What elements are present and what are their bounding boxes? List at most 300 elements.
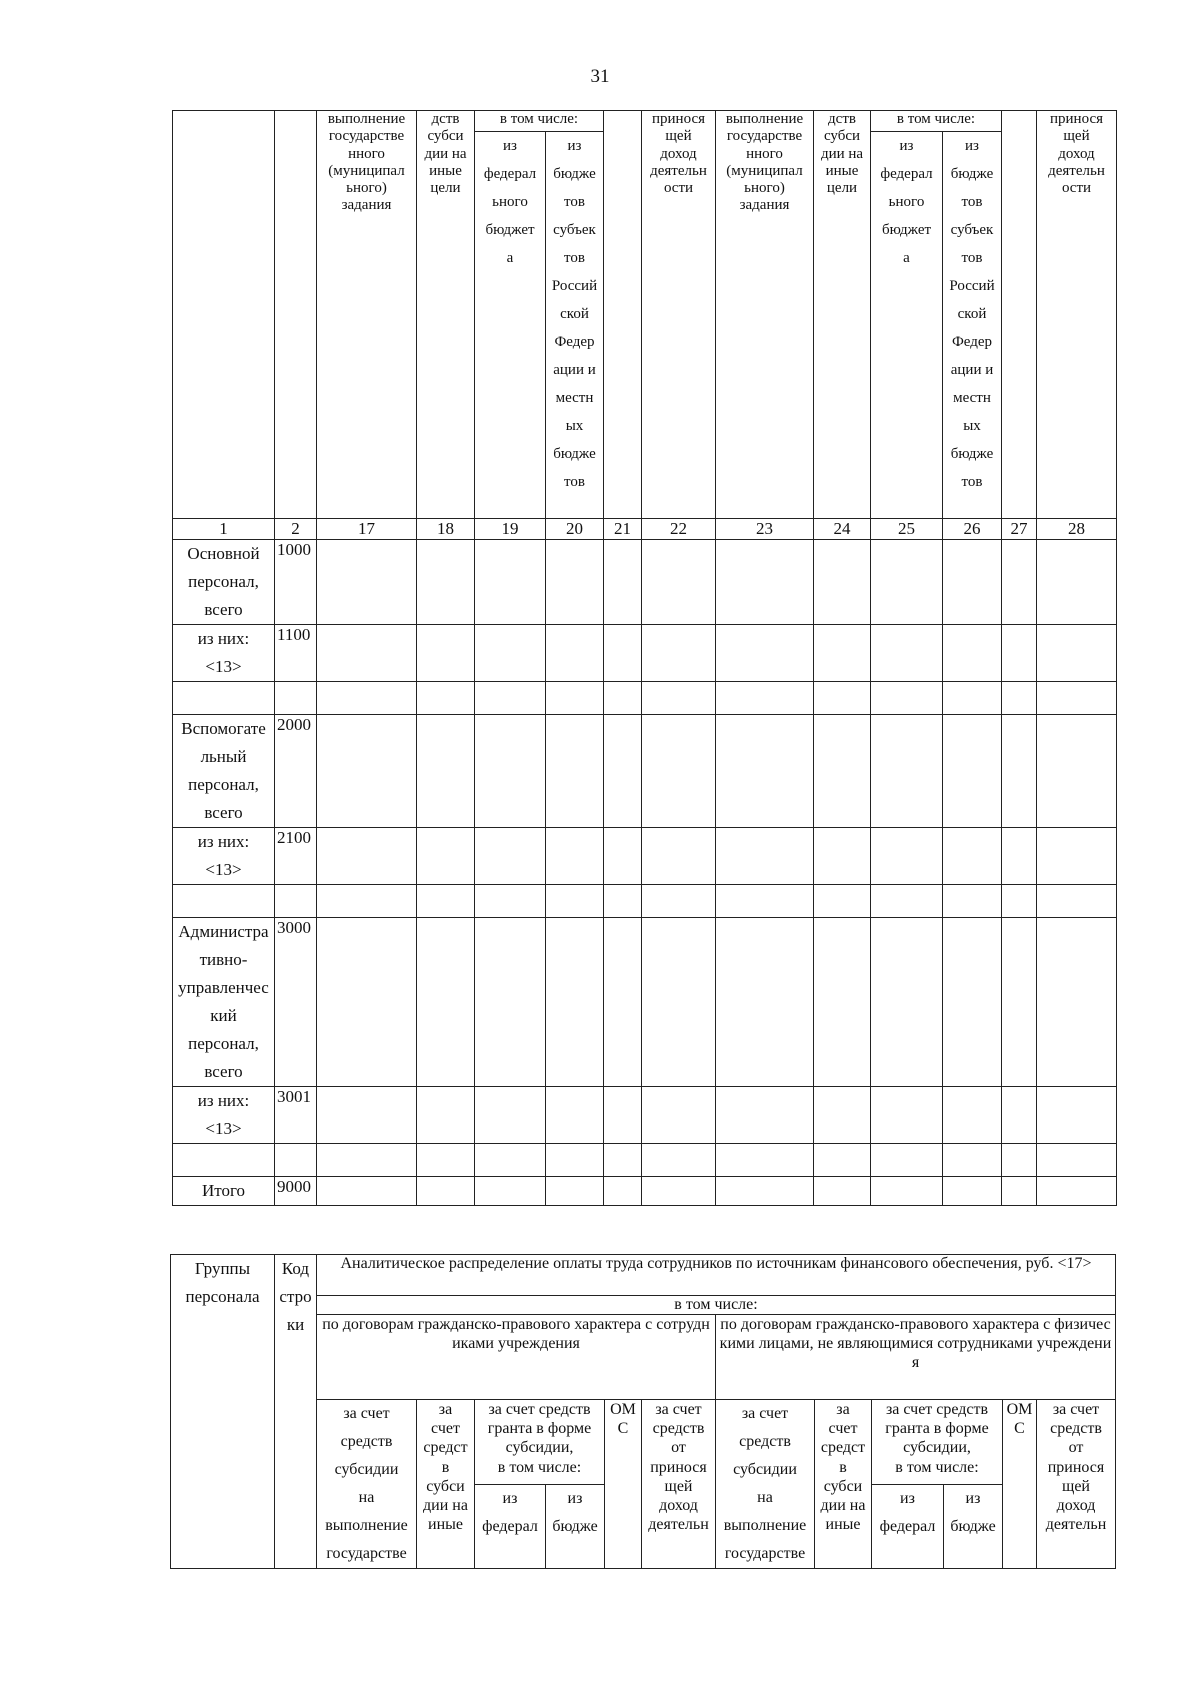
text-line: щей [665,128,692,145]
column-number: 18 [417,519,475,540]
value-cell[interactable] [943,540,1002,625]
sub-grant-b [872,1400,1003,1485]
value-cell[interactable] [417,682,475,715]
row-label [173,715,275,828]
value-cell[interactable] [604,625,642,682]
text-line: субъек [950,222,994,238]
text-line: ки [286,1315,305,1334]
value-cell[interactable] [475,885,546,918]
text-line: дии на [423,1496,468,1514]
text-line: выполнение [723,1517,807,1534]
text-line: ьного) [744,180,785,196]
value-cell[interactable] [814,625,871,682]
text-line: из [502,1489,518,1507]
text-line: деятельн [1048,162,1105,179]
text-line: цели [430,180,461,196]
text-line: деятельн [650,162,707,179]
value-cell[interactable] [871,828,943,885]
sub-subsidy-a [317,1400,417,1569]
header-col-26 [943,132,1002,519]
value-cell[interactable] [814,682,871,715]
value-cell[interactable] [1037,918,1117,1087]
value-cell[interactable] [546,828,604,885]
header-col-27 [1002,111,1037,519]
value-cell[interactable] [1037,715,1117,828]
value-cell[interactable] [716,715,814,828]
column-number: 23 [716,519,814,540]
value-cell[interactable] [417,625,475,682]
value-cell[interactable] [716,828,814,885]
table-row [173,918,1117,1087]
text-line: бюджет [485,222,535,238]
salary-distribution-table [170,1254,1116,1569]
text-line: ОМ [610,1401,636,1418]
value-cell[interactable] [317,828,417,885]
table-row [173,885,1117,918]
value-cell[interactable] [417,715,475,828]
value-cell[interactable] [943,715,1002,828]
value-cell[interactable] [604,682,642,715]
sub-income-a [642,1400,716,1569]
text-line: тов [961,194,983,210]
value-cell[interactable] [475,1177,546,1206]
text-line: щей [1063,128,1090,145]
row-code [275,1144,317,1177]
value-cell[interactable] [871,1177,943,1206]
text-line: субси [427,128,464,145]
value-cell[interactable] [417,885,475,918]
table-row [173,715,1117,828]
text-line: стро [279,1287,312,1306]
value-cell[interactable] [317,918,417,1087]
value-cell[interactable] [1002,625,1037,682]
text-line: местн [555,390,594,406]
value-cell[interactable] [871,682,943,715]
column-number: 25 [871,519,943,540]
value-cell[interactable] [642,1144,716,1177]
value-cell[interactable] [604,540,642,625]
value-cell[interactable] [546,540,604,625]
value-cell[interactable] [1002,682,1037,715]
value-cell[interactable] [943,1144,1002,1177]
column-number: 22 [642,519,716,540]
text-line: персонал, [188,775,259,794]
table-row [173,682,1117,715]
code-header [275,1255,317,1569]
text-line: за [438,1401,453,1418]
value-cell[interactable] [871,1087,943,1144]
value-cell[interactable] [943,625,1002,682]
value-cell[interactable] [1002,828,1037,885]
value-cell[interactable] [317,1087,417,1144]
sub-federal-a [475,1484,546,1569]
text-line: за счет [655,1401,702,1418]
text-line: из них: [197,1091,250,1110]
text-line: ьного [888,194,925,210]
text-line: <13> [205,1119,242,1138]
text-line: субси [426,1477,465,1495]
text-line: ации и [553,362,596,378]
value-cell[interactable] [1037,1144,1117,1177]
value-cell[interactable] [716,1177,814,1206]
header-col-20 [546,132,604,519]
groups-header [171,1255,275,1569]
value-cell[interactable] [943,682,1002,715]
text-line: ых [565,418,584,434]
row-label [173,828,275,885]
column-number: 26 [943,519,1002,540]
table-row [173,625,1117,682]
row-code [275,682,317,715]
text-line: дств [828,111,856,127]
text-line: средств [1050,1420,1102,1438]
value-cell[interactable] [475,682,546,715]
value-cell[interactable] [871,625,943,682]
row-label [173,540,275,625]
text-line: доход [659,1496,698,1514]
text-line: управленчес [178,978,269,997]
text-line: бюдже [553,166,596,182]
text-line: государстве [726,128,803,145]
text-line: всего [204,1062,243,1081]
text-line: за счет [741,1405,789,1422]
text-line: выполнение [325,1517,408,1534]
value-cell[interactable] [1037,682,1117,715]
column-number: 19 [475,519,546,540]
text-line: тов [564,194,585,210]
text-line: в том числе: [497,1458,582,1476]
value-cell[interactable] [814,1144,871,1177]
sub-other-b [815,1400,872,1569]
header-col-17 [317,111,417,519]
value-cell[interactable] [475,1144,546,1177]
text-line: нного [348,145,385,162]
value-cell[interactable] [475,1087,546,1144]
text-line: иные [428,1516,463,1534]
text-line: федерал [880,166,933,182]
value-cell[interactable] [546,1177,604,1206]
text-line: щей [1062,1477,1090,1495]
value-cell[interactable] [604,1087,642,1144]
header-col-25 [871,132,943,519]
text-line: ости [1061,180,1092,196]
text-line: С [617,1420,629,1438]
value-cell[interactable] [943,1177,1002,1206]
value-cell[interactable] [642,918,716,1087]
value-cell[interactable] [1002,715,1037,828]
text-line: нного [746,145,783,162]
text-line: а [903,250,910,266]
value-cell[interactable] [417,1144,475,1177]
row-code: 1100 [275,625,317,682]
value-cell[interactable] [546,625,604,682]
sub-budget-a [546,1484,605,1569]
text-line: бюдже [552,1517,598,1535]
value-cell[interactable] [317,715,417,828]
sub-grant-a [475,1400,605,1485]
text-line: <13> [205,657,242,676]
header-blank-groups [173,111,275,519]
header-col-21 [604,111,642,519]
group-employees: по договорам гражданско-правового характера с сотрудниками учреждения [317,1315,716,1400]
text-line: субсидии [733,1461,797,1478]
text-line: средст [820,1439,866,1457]
data-rows [173,540,1117,1206]
sub-oms-b [1003,1400,1037,1569]
text-line: средств [652,1420,705,1438]
row-code: 3000 [275,918,317,1087]
text-line: всего [204,600,243,619]
text-line: федерал [482,1517,538,1535]
value-cell[interactable] [604,885,642,918]
value-cell[interactable] [814,918,871,1087]
value-cell[interactable] [642,828,716,885]
row-label [173,1177,275,1206]
value-cell[interactable] [317,885,417,918]
text-line: из [503,138,517,154]
value-cell[interactable] [546,682,604,715]
text-line: иные [825,162,859,179]
text-line: тов [564,474,585,490]
text-line: субсидии, [505,1439,574,1457]
value-cell[interactable] [716,885,814,918]
sub-federal-b [872,1484,944,1569]
staff-table-continued [172,110,1117,1206]
text-line: принося [1047,1458,1105,1476]
table-row [173,540,1117,625]
column-number: 1 [173,519,275,540]
text-line: субъек [553,222,596,238]
text-line: средств [340,1433,393,1450]
text-line: ации и [950,362,994,378]
value-cell[interactable] [814,715,871,828]
value-cell[interactable] [871,715,943,828]
value-cell[interactable] [943,918,1002,1087]
text-line: бюдже [950,1517,996,1535]
text-line: из [965,138,979,154]
text-line: государстве [724,1545,806,1562]
value-cell[interactable] [475,715,546,828]
value-cell[interactable] [546,715,604,828]
text-line: деятельн [1045,1516,1107,1534]
value-cell[interactable] [1002,1177,1037,1206]
value-cell[interactable] [604,918,642,1087]
value-cell[interactable] [642,1177,716,1206]
value-cell[interactable] [417,1087,475,1144]
value-cell[interactable] [1002,540,1037,625]
text-line: (муниципал [328,162,405,179]
value-cell[interactable] [642,885,716,918]
text-line: ьного [492,194,528,210]
page-number: 31 [590,66,610,87]
table-row [173,1087,1117,1144]
distribution-title: Аналитическое распределение оплаты труда сотрудников по источникам финансового обеспечения, руб. <17> [317,1255,1116,1296]
text-line: а [506,250,514,266]
value-cell[interactable] [1037,885,1117,918]
text-line: Группы [194,1259,251,1278]
value-cell[interactable] [943,828,1002,885]
text-line: из [567,1489,583,1507]
value-cell[interactable] [317,1144,417,1177]
text-line: ской [560,306,589,322]
text-line: доход [1056,1496,1096,1514]
value-cell[interactable] [604,1177,642,1206]
value-cell[interactable] [317,625,417,682]
column-number: 27 [1002,519,1037,540]
text-line: счет [431,1420,460,1438]
value-cell[interactable] [716,918,814,1087]
text-line: дии на [424,145,467,162]
text-line: местн [953,390,991,406]
text-line: тов [961,474,983,490]
text-line: щей [664,1477,693,1495]
value-cell[interactable] [716,625,814,682]
text-line: ых [963,418,981,434]
value-cell[interactable] [814,1177,871,1206]
header-col-19 [475,132,546,519]
value-cell[interactable] [871,885,943,918]
value-cell[interactable] [716,1144,814,1177]
including-label: в том числе: [317,1296,1116,1315]
value-cell[interactable] [546,1087,604,1144]
text-line: бюджет [881,222,932,238]
value-cell[interactable] [642,540,716,625]
value-cell[interactable] [1037,828,1117,885]
row-code: 1000 [275,540,317,625]
text-line: субси [823,128,861,145]
value-cell[interactable] [716,540,814,625]
text-line: всего [204,803,243,822]
row-label [173,625,275,682]
row-code: 2000 [275,715,317,828]
text-line: федерал [879,1517,936,1535]
value-cell[interactable] [475,828,546,885]
text-line: средств [739,1433,791,1450]
value-cell[interactable] [546,918,604,1087]
text-line: принося [651,111,705,127]
value-cell[interactable] [1002,1144,1037,1177]
header-col-24 [814,111,871,519]
value-cell[interactable] [417,540,475,625]
row-label [173,682,275,715]
value-cell[interactable] [716,682,814,715]
value-cell[interactable] [871,540,943,625]
value-cell[interactable] [642,682,716,715]
value-cell[interactable] [1037,1087,1117,1144]
text-line: дств [431,111,460,127]
row-label [173,1144,275,1177]
sub-other-a [417,1400,475,1569]
value-cell[interactable] [814,885,871,918]
value-cell[interactable] [1037,540,1117,625]
value-cell[interactable] [317,682,417,715]
value-cell[interactable] [475,625,546,682]
text-line: государстве [326,1545,407,1562]
column-number: 28 [1037,519,1117,540]
text-line: льный [200,747,247,766]
value-cell[interactable] [546,1144,604,1177]
sub-oms-a [605,1400,642,1569]
value-cell[interactable] [1002,885,1037,918]
value-cell[interactable] [475,918,546,1087]
row-code: 2100 [275,828,317,885]
text-line: доход [660,145,697,162]
text-line: выполнение [327,111,406,127]
text-line: на [757,1489,773,1506]
text-line: Основной [187,544,260,563]
value-cell[interactable] [1002,918,1037,1087]
text-line: тов [564,250,585,266]
value-cell[interactable] [417,828,475,885]
header-col-18 [417,111,475,519]
value-cell[interactable] [943,885,1002,918]
value-cell[interactable] [716,1087,814,1144]
value-cell[interactable] [871,918,943,1087]
text-line: из [900,1489,915,1507]
row-label [173,918,275,1087]
value-cell[interactable] [642,715,716,828]
text-line: из них: [197,832,250,851]
text-line: субсидии, [903,1439,971,1457]
text-line: Вспомогате [181,719,266,738]
value-cell[interactable] [546,885,604,918]
value-cell[interactable] [814,1087,871,1144]
text-line: в [441,1458,450,1476]
header-blank-code [275,111,317,519]
table-row [173,1177,1117,1206]
text-line: от [671,1439,686,1457]
text-line: за счет средств [885,1401,989,1418]
value-cell[interactable] [1037,1177,1117,1206]
text-line: иные [825,1516,861,1534]
text-line: тивно- [199,950,248,969]
value-cell[interactable] [317,1177,417,1206]
value-cell[interactable] [417,1177,475,1206]
value-cell[interactable] [317,540,417,625]
sub-budget-b [944,1484,1003,1569]
text-line: за счет [1052,1401,1100,1418]
value-cell[interactable] [814,540,871,625]
text-line: ьного) [346,180,387,196]
column-number: 20 [546,519,604,540]
value-cell[interactable] [871,1144,943,1177]
text-line: персонала [185,1287,260,1306]
value-cell[interactable] [604,715,642,828]
table-row [173,828,1117,885]
text-line: бюдже [950,166,994,182]
row-code [275,885,317,918]
header-row-1 [173,111,1117,132]
value-cell[interactable] [417,918,475,1087]
value-cell[interactable] [604,828,642,885]
value-cell[interactable] [814,828,871,885]
value-cell[interactable] [1037,625,1117,682]
text-line: Итого [201,1181,246,1200]
text-line: деятельн [648,1516,709,1534]
text-line: бюдже [950,446,994,462]
value-cell[interactable] [475,540,546,625]
text-line: дии на [820,1496,866,1514]
value-cell[interactable] [1002,1087,1037,1144]
text-line: дии на [820,145,864,162]
text-line: гранта в форме [885,1420,989,1438]
text-line: федерал [483,166,537,182]
text-line: ской [957,306,987,322]
value-cell[interactable] [642,1087,716,1144]
value-cell[interactable] [642,625,716,682]
value-cell[interactable] [604,1144,642,1177]
value-cell[interactable] [943,1087,1002,1144]
